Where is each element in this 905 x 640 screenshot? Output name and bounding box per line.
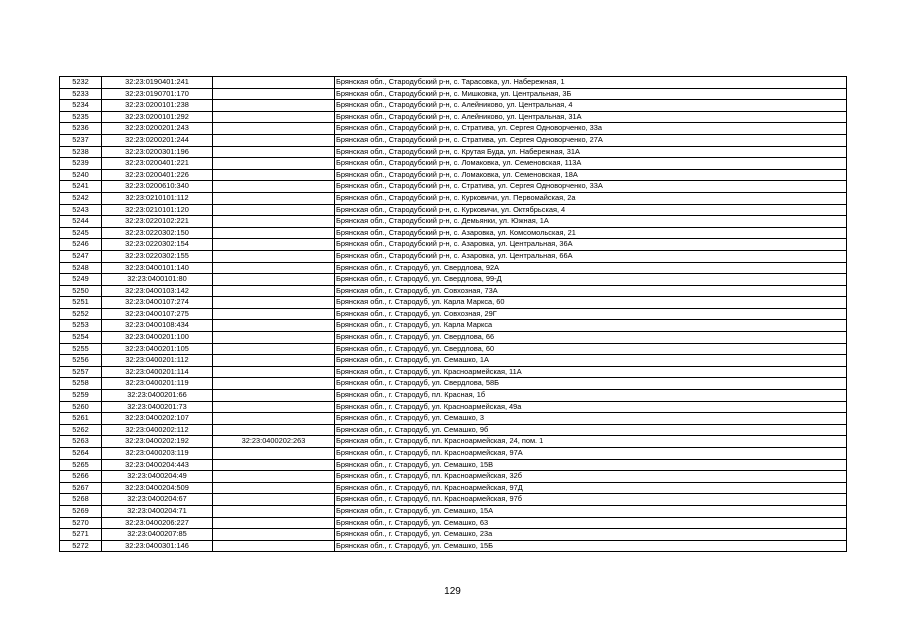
related-cadastral-number-cell xyxy=(213,390,335,402)
row-number-cell: 5265 xyxy=(60,459,102,471)
address-cell: Брянская обл., г. Стародуб, ул. Свердлова, 92А xyxy=(335,262,847,274)
related-cadastral-number-cell xyxy=(213,378,335,390)
row-number-cell: 5245 xyxy=(60,227,102,239)
table-row xyxy=(60,88,847,100)
cadastral-number-cell: 32:23:0190701:170 xyxy=(102,88,213,100)
related-cadastral-number-cell xyxy=(213,320,335,332)
page-number: 129 xyxy=(444,586,461,597)
cadastral-number-cell: 32:23:0400204:443 xyxy=(102,459,213,471)
table-row xyxy=(60,494,847,506)
cadastral-number-cell: 32:23:0200301:196 xyxy=(102,146,213,158)
related-cadastral-number-cell xyxy=(213,216,335,228)
cadastral-number-cell: 32:23:0400204:71 xyxy=(102,505,213,517)
table-row xyxy=(60,169,847,181)
table-row xyxy=(60,424,847,436)
table-row xyxy=(60,123,847,135)
table-row xyxy=(60,343,847,355)
address-cell: Брянская обл., Стародубский р-н, с. Азаровка, ул. Центральная, 36А xyxy=(335,239,847,251)
row-number-cell: 5236 xyxy=(60,123,102,135)
cadastral-number-cell: 32:23:0400201:66 xyxy=(102,390,213,402)
related-cadastral-number-cell xyxy=(213,169,335,181)
row-number-cell: 5252 xyxy=(60,308,102,320)
address-cell: Брянская обл., г. Стародуб, ул. Карла Маркса xyxy=(335,320,847,332)
cadastral-number-cell: 32:23:0210101:112 xyxy=(102,192,213,204)
row-number-cell: 5253 xyxy=(60,320,102,332)
table-row xyxy=(60,366,847,378)
table-row xyxy=(60,505,847,517)
cadastral-number-cell: 32:23:0400101:80 xyxy=(102,274,213,286)
row-number-cell: 5243 xyxy=(60,204,102,216)
related-cadastral-number-cell xyxy=(213,262,335,274)
row-number-cell: 5266 xyxy=(60,471,102,483)
address-cell: Брянская обл., г. Стародуб, ул. Свердлова, 66 xyxy=(335,332,847,344)
cadastral-number-cell: 32:23:0400201:73 xyxy=(102,401,213,413)
cadastral-number-cell: 32:23:0400107:274 xyxy=(102,297,213,309)
address-cell: Брянская обл., г. Стародуб, ул. Семашко, 3 xyxy=(335,413,847,425)
row-number-cell: 5232 xyxy=(60,77,102,89)
cadastral-number-cell: 32:23:0400204:67 xyxy=(102,494,213,506)
table-row xyxy=(60,297,847,309)
row-number-cell: 5242 xyxy=(60,192,102,204)
cadastral-number-cell: 32:23:0200201:243 xyxy=(102,123,213,135)
row-number-cell: 5267 xyxy=(60,482,102,494)
records-body xyxy=(60,77,847,552)
related-cadastral-number-cell xyxy=(213,471,335,483)
cadastral-number-cell: 32:23:0400206:227 xyxy=(102,517,213,529)
address-cell: Брянская обл., Стародубский р-н, с. Демьянки, ул. Южная, 1А xyxy=(335,216,847,228)
row-number-cell: 5262 xyxy=(60,424,102,436)
cadastral-number-cell: 32:23:0200610:340 xyxy=(102,181,213,193)
row-number-cell: 5244 xyxy=(60,216,102,228)
table-row xyxy=(60,448,847,460)
table-row xyxy=(60,436,847,448)
address-cell: Брянская обл., Стародубский р-н, с. Курковичи, ул. Октябрьская, 4 xyxy=(335,204,847,216)
table-row xyxy=(60,77,847,89)
table-row xyxy=(60,192,847,204)
address-cell: Брянская обл., Стародубский р-н, с. Азаровка, ул. Центральная, 66А xyxy=(335,250,847,262)
table-row xyxy=(60,320,847,332)
table-row xyxy=(60,413,847,425)
table-row xyxy=(60,134,847,146)
address-cell: Брянская обл., г. Стародуб, пл. Красноармейская, 32б xyxy=(335,471,847,483)
address-cell: Брянская обл., г. Стародуб, пл. Красная, 1б xyxy=(335,390,847,402)
table-row xyxy=(60,204,847,216)
related-cadastral-number-cell xyxy=(213,88,335,100)
related-cadastral-number-cell xyxy=(213,158,335,170)
row-number-cell: 5250 xyxy=(60,285,102,297)
address-cell: Брянская обл., Стародубский р-н, с. Стратива, ул. Сергея Одноворченко, 33а xyxy=(335,123,847,135)
cadastral-number-cell: 32:23:0400108:434 xyxy=(102,320,213,332)
address-cell: Брянская обл., Стародубский р-н, с. Азаровка, ул. Комсомольская, 21 xyxy=(335,227,847,239)
cadastral-number-cell: 32:23:0400207:85 xyxy=(102,529,213,541)
related-cadastral-number-cell xyxy=(213,77,335,89)
cadastral-number-cell: 32:23:0200101:238 xyxy=(102,100,213,112)
address-cell: Брянская обл., г. Стародуб, ул. Семашко, 9б xyxy=(335,424,847,436)
row-number-cell: 5239 xyxy=(60,158,102,170)
address-cell: Брянская обл., Стародубский р-н, с. Курковичи, ул. Первомайская, 2а xyxy=(335,192,847,204)
table-row xyxy=(60,529,847,541)
address-cell: Брянская обл., г. Стародуб, ул. Семашко, 23а xyxy=(335,529,847,541)
table-row xyxy=(60,390,847,402)
related-cadastral-number-cell: 32:23:0400202:263 xyxy=(213,436,335,448)
cadastral-number-cell: 32:23:0400202:107 xyxy=(102,413,213,425)
related-cadastral-number-cell xyxy=(213,297,335,309)
cadastral-number-cell: 32:23:0200401:226 xyxy=(102,169,213,181)
address-cell: Брянская обл., г. Стародуб, ул. Красноармейская, 11А xyxy=(335,366,847,378)
address-cell: Брянская обл., Стародубский р-н, с. Стратива, ул. Сергея Одноворченко, 33А xyxy=(335,181,847,193)
related-cadastral-number-cell xyxy=(213,332,335,344)
cadastral-number-cell: 32:23:0400201:119 xyxy=(102,378,213,390)
related-cadastral-number-cell xyxy=(213,192,335,204)
address-cell: Брянская обл., г. Стародуб, пл. Красноармейская, 97б xyxy=(335,494,847,506)
cadastral-number-cell: 32:23:0400203:119 xyxy=(102,448,213,460)
cadastral-number-cell: 32:23:0200101:292 xyxy=(102,111,213,123)
address-cell: Брянская обл., г. Стародуб, пл. Красноармейская, 97Д xyxy=(335,482,847,494)
row-number-cell: 5254 xyxy=(60,332,102,344)
address-cell: Брянская обл., г. Стародуб, ул. Свердлова, 99-Д xyxy=(335,274,847,286)
table-row xyxy=(60,471,847,483)
table-row xyxy=(60,308,847,320)
address-cell: Брянская обл., г. Стародуб, ул. Семашко, 15В xyxy=(335,459,847,471)
row-number-cell: 5263 xyxy=(60,436,102,448)
related-cadastral-number-cell xyxy=(213,448,335,460)
address-cell: Брянская обл., Стародубский р-н, с. Ломаковка, ул. Семеновская, 18А xyxy=(335,169,847,181)
address-cell: Брянская обл., г. Стародуб, ул. Семашко, 63 xyxy=(335,517,847,529)
address-cell: Брянская обл., г. Стародуб, ул. Свердлова, 60 xyxy=(335,343,847,355)
row-number-cell: 5269 xyxy=(60,505,102,517)
related-cadastral-number-cell xyxy=(213,459,335,471)
table-row xyxy=(60,355,847,367)
related-cadastral-number-cell xyxy=(213,285,335,297)
address-cell: Брянская обл., г. Стародуб, ул. Совхозная, 29Г xyxy=(335,308,847,320)
cadastral-number-cell: 32:23:0220302:154 xyxy=(102,239,213,251)
related-cadastral-number-cell xyxy=(213,274,335,286)
cadastral-number-cell: 32:23:0400201:105 xyxy=(102,343,213,355)
table-row xyxy=(60,158,847,170)
row-number-cell: 5258 xyxy=(60,378,102,390)
related-cadastral-number-cell xyxy=(213,540,335,552)
address-cell: Брянская обл., г. Стародуб, ул. Свердлова, 58Б xyxy=(335,378,847,390)
related-cadastral-number-cell xyxy=(213,505,335,517)
row-number-cell: 5233 xyxy=(60,88,102,100)
row-number-cell: 5241 xyxy=(60,181,102,193)
row-number-cell: 5268 xyxy=(60,494,102,506)
cadastral-number-cell: 32:23:0220302:155 xyxy=(102,250,213,262)
row-number-cell: 5256 xyxy=(60,355,102,367)
address-cell: Брянская обл., Стародубский р-н, с. Алейниково, ул. Центральная, 31А xyxy=(335,111,847,123)
row-number-cell: 5247 xyxy=(60,250,102,262)
related-cadastral-number-cell xyxy=(213,227,335,239)
related-cadastral-number-cell xyxy=(213,204,335,216)
address-cell: Брянская обл., Стародубский р-н, с. Ломаковка, ул. Семеновская, 113А xyxy=(335,158,847,170)
table-row xyxy=(60,332,847,344)
address-cell: Брянская обл., г. Стародуб, ул. Красноармейская, 49а xyxy=(335,401,847,413)
row-number-cell: 5249 xyxy=(60,274,102,286)
related-cadastral-number-cell xyxy=(213,517,335,529)
cadastral-number-cell: 32:23:0400301:146 xyxy=(102,540,213,552)
address-cell: Брянская обл., Стародубский р-н, с. Мишковка, ул. Центральная, 3Б xyxy=(335,88,847,100)
address-cell: Брянская обл., Стародубский р-н, с. Крутая Буда, ул. Набережная, 31А xyxy=(335,146,847,158)
cadastral-number-cell: 32:23:0400201:100 xyxy=(102,332,213,344)
related-cadastral-number-cell xyxy=(213,239,335,251)
related-cadastral-number-cell xyxy=(213,529,335,541)
row-number-cell: 5238 xyxy=(60,146,102,158)
row-number-cell: 5237 xyxy=(60,134,102,146)
row-number-cell: 5259 xyxy=(60,390,102,402)
table-row xyxy=(60,401,847,413)
row-number-cell: 5271 xyxy=(60,529,102,541)
row-number-cell: 5260 xyxy=(60,401,102,413)
related-cadastral-number-cell xyxy=(213,413,335,425)
cadastral-number-cell: 32:23:0400103:142 xyxy=(102,285,213,297)
related-cadastral-number-cell xyxy=(213,343,335,355)
table-row xyxy=(60,181,847,193)
address-cell: Брянская обл., г. Стародуб, ул. Совхозная, 73А xyxy=(335,285,847,297)
row-number-cell: 5272 xyxy=(60,540,102,552)
row-number-cell: 5248 xyxy=(60,262,102,274)
cadastral-number-cell: 32:23:0210101:120 xyxy=(102,204,213,216)
cadastral-number-cell: 32:23:0200401:221 xyxy=(102,158,213,170)
address-cell: Брянская обл., Стародубский р-н, с. Стратива, ул. Сергея Одноворченко, 27А xyxy=(335,134,847,146)
related-cadastral-number-cell xyxy=(213,111,335,123)
table-row xyxy=(60,274,847,286)
related-cadastral-number-cell xyxy=(213,494,335,506)
related-cadastral-number-cell xyxy=(213,401,335,413)
related-cadastral-number-cell xyxy=(213,181,335,193)
row-number-cell: 5240 xyxy=(60,169,102,181)
related-cadastral-number-cell xyxy=(213,482,335,494)
address-cell: Брянская обл., г. Стародуб, пл. Красноармейская, 24, пом. 1 xyxy=(335,436,847,448)
table-row xyxy=(60,482,847,494)
related-cadastral-number-cell xyxy=(213,308,335,320)
related-cadastral-number-cell xyxy=(213,366,335,378)
cadastral-number-cell: 32:23:0220302:150 xyxy=(102,227,213,239)
address-cell: Брянская обл., г. Стародуб, ул. Семашко, 1А xyxy=(335,355,847,367)
row-number-cell: 5234 xyxy=(60,100,102,112)
table-row xyxy=(60,216,847,228)
cadastral-number-cell: 32:23:0400204:49 xyxy=(102,471,213,483)
cadastral-number-cell: 32:23:0400101:140 xyxy=(102,262,213,274)
cadastral-number-cell: 32:23:0200201:244 xyxy=(102,134,213,146)
related-cadastral-number-cell xyxy=(213,146,335,158)
address-cell: Брянская обл., Стародубский р-н, с. Алейниково, ул. Центральная, 4 xyxy=(335,100,847,112)
cadastral-number-cell: 32:23:0220102:221 xyxy=(102,216,213,228)
cadastral-number-cell: 32:23:0400201:114 xyxy=(102,366,213,378)
cadastral-number-cell: 32:23:0400202:112 xyxy=(102,424,213,436)
related-cadastral-number-cell xyxy=(213,355,335,367)
address-cell: Брянская обл., г. Стародуб, ул. Карла Маркса, 60 xyxy=(335,297,847,309)
row-number-cell: 5235 xyxy=(60,111,102,123)
table-row xyxy=(60,100,847,112)
table-row xyxy=(60,459,847,471)
row-number-cell: 5270 xyxy=(60,517,102,529)
row-number-cell: 5264 xyxy=(60,448,102,460)
table-row xyxy=(60,111,847,123)
address-cell: Брянская обл., г. Стародуб, пл. Красноармейская, 97А xyxy=(335,448,847,460)
related-cadastral-number-cell xyxy=(213,424,335,436)
cadastral-number-cell: 32:23:0190401:241 xyxy=(102,77,213,89)
table-row xyxy=(60,239,847,251)
row-number-cell: 5255 xyxy=(60,343,102,355)
related-cadastral-number-cell xyxy=(213,123,335,135)
cadastral-number-cell: 32:23:0400107:275 xyxy=(102,308,213,320)
cadastral-number-cell: 32:23:0400201:112 xyxy=(102,355,213,367)
table-row xyxy=(60,146,847,158)
row-number-cell: 5261 xyxy=(60,413,102,425)
row-number-cell: 5251 xyxy=(60,297,102,309)
records-table xyxy=(59,76,847,552)
address-cell: Брянская обл., г. Стародуб, ул. Семашко, 15А xyxy=(335,505,847,517)
address-cell: Брянская обл., г. Стародуб, ул. Семашко, 15Б xyxy=(335,540,847,552)
cadastral-number-cell: 32:23:0400204:509 xyxy=(102,482,213,494)
address-cell: Брянская обл., Стародубский р-н, с. Тарасовка, ул. Набережная, 1 xyxy=(335,77,847,89)
related-cadastral-number-cell xyxy=(213,250,335,262)
table-row xyxy=(60,227,847,239)
row-number-cell: 5257 xyxy=(60,366,102,378)
table-row xyxy=(60,285,847,297)
row-number-cell: 5246 xyxy=(60,239,102,251)
related-cadastral-number-cell xyxy=(213,134,335,146)
related-cadastral-number-cell xyxy=(213,100,335,112)
table-row xyxy=(60,250,847,262)
table-row xyxy=(60,378,847,390)
table-row xyxy=(60,540,847,552)
table-row xyxy=(60,517,847,529)
table-row xyxy=(60,262,847,274)
cadastral-number-cell: 32:23:0400202:192 xyxy=(102,436,213,448)
